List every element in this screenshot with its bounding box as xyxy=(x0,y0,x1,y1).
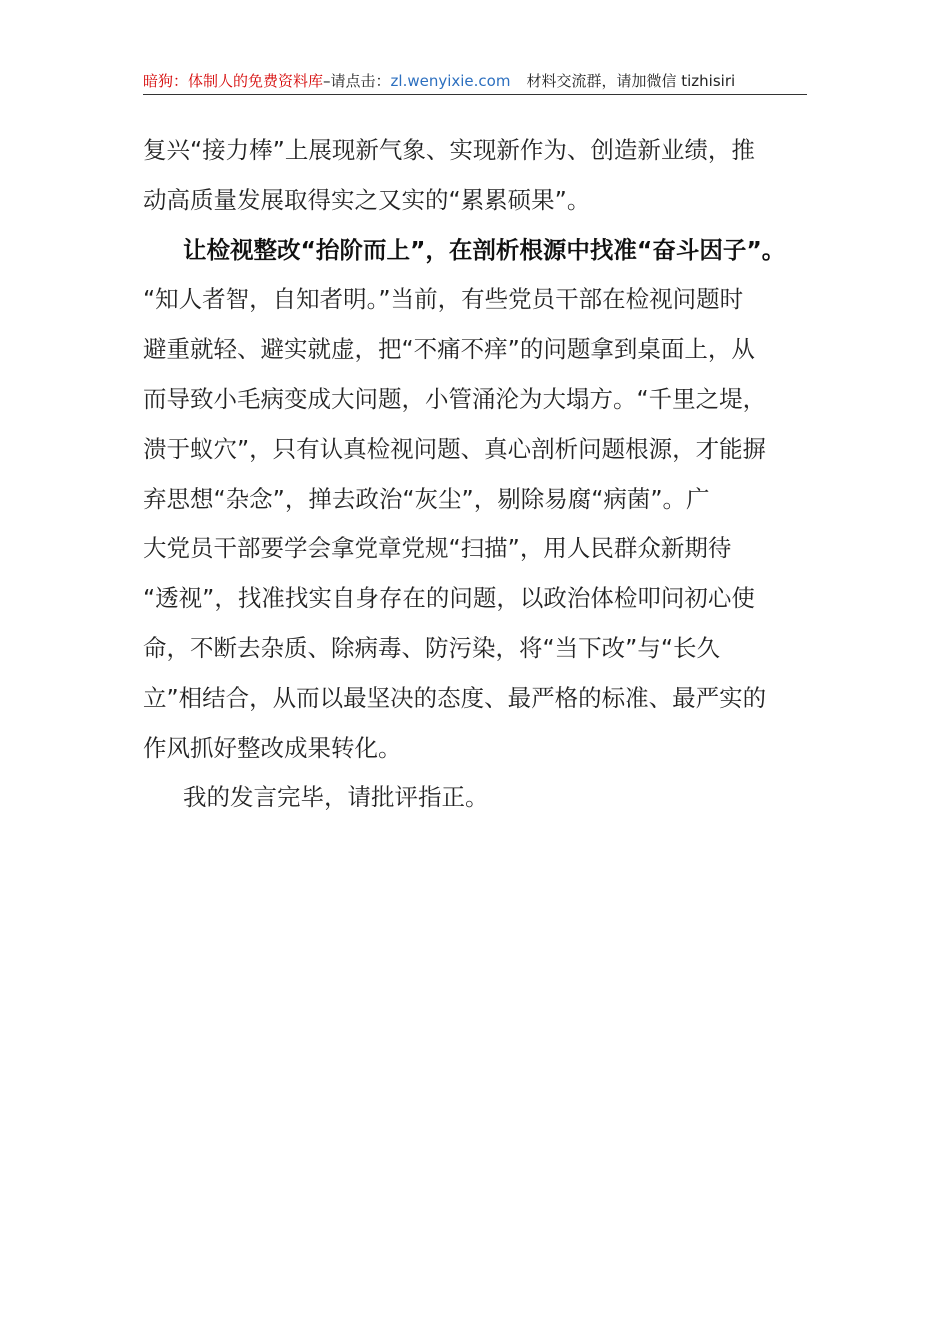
paragraph-line: 命，不断去杂质、除病毒、防污染，将“当下改”与“长久 xyxy=(143,633,721,662)
section-heading: 让检视整改“抬阶而上”，在剖析根源中找准“奋斗因子”。 xyxy=(183,235,786,264)
paragraph-line: 避重就轻、避实就虚，把“不痛不痒”的问题拿到桌面上，从 xyxy=(143,335,755,364)
paragraph-line: “知人者智，自知者明。”当前，有些党员干部在检视问题时 xyxy=(143,285,744,314)
header-contact: 材料交流群，请加微信 tizhisiri xyxy=(526,72,736,90)
paragraph-line: 而导致小毛病变成大问题，小管涌沦为大塌方。“千里之堤， xyxy=(143,384,767,413)
header-brand: 暗狗：体制人的免费资料库 xyxy=(143,72,324,90)
paragraph-line: 复兴“接力棒”上展现新气象、实现新作为、创造新业绩，推 xyxy=(143,136,755,164)
paragraph-line: 弃思想“杂念”，掸去政治“灰尘”，剔除易腐“病菌”。广 xyxy=(143,484,710,513)
header-prompt: –请点击： xyxy=(323,72,391,90)
paragraph-line: 动高质量发展取得实之又实的“累累硕果”。 xyxy=(143,185,591,214)
closing-line: 我的发言完毕，请批评指正。 xyxy=(183,783,489,812)
header-link[interactable]: zl.wenyixie.com xyxy=(390,72,511,90)
page-header xyxy=(143,68,807,95)
paragraph-line: “透视”，找准找实自身存在的问题，以政治体检叩问初心使 xyxy=(143,584,755,613)
paragraph-line: 立”相结合，从而以最坚决的态度、最严格的标准、最严实的 xyxy=(143,683,767,712)
paragraph-line: 作风抓好整改成果转化。 xyxy=(143,733,402,762)
paragraph-line: 溃于蚁穴”，只有认真检视问题、真心剖析问题根源，才能摒 xyxy=(143,434,767,463)
paragraph-line: 大党员干部要学会拿党章党规“扫描”，用人民群众新期待 xyxy=(143,534,732,563)
body-text xyxy=(143,126,808,823)
